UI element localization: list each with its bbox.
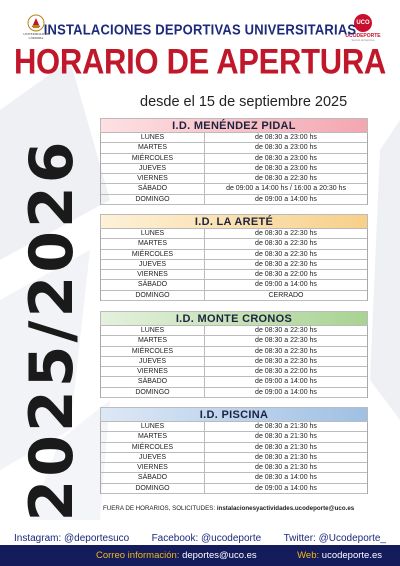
hours-cell: de 08:30 a 22:30 hs	[255, 260, 317, 268]
table-row	[101, 154, 367, 164]
day-cell: JUEVES	[101, 260, 205, 269]
table-row	[101, 133, 367, 143]
section-title: I.D. LA ARETÉ	[194, 215, 274, 228]
schedule-section	[100, 311, 368, 398]
hours-cell: de 08:30 a 22:30 hs	[255, 357, 317, 365]
table-row	[101, 347, 367, 357]
day-cell: JUEVES	[101, 164, 205, 173]
university-caption: UNIVERSIDAD DE CÓRDOBA	[23, 32, 49, 40]
hours-cell: de 09:00 a 14:00 hs	[255, 378, 317, 386]
hours-cell: de 09:00 a 14:00 hs	[255, 281, 317, 289]
hours-cell: de 09:00 a 14:00 hs / 16:00 a 20:30 hs	[226, 185, 346, 193]
day-cell: LUNES	[101, 326, 205, 335]
day-cell: LUNES	[101, 133, 205, 142]
ucodeporte-wordmark: UCODEPORTE	[345, 33, 381, 39]
table-row	[101, 326, 367, 336]
day-cell: JUEVES	[101, 357, 205, 366]
table-row	[101, 484, 367, 494]
table-row	[101, 280, 367, 290]
day-cell: SÁBADO	[101, 377, 205, 386]
uco-badge: UCO	[354, 14, 372, 32]
table-row	[101, 336, 367, 346]
day-cell: VIERNES	[101, 174, 205, 183]
mail-link[interactable]: deportes@uco.es	[182, 550, 257, 561]
hours-cell: de 08:30 a 21:30 hs	[255, 433, 317, 441]
day-cell: MARTES	[101, 336, 205, 345]
hours-cell: de 09:00 a 14:00 hs	[255, 484, 317, 492]
section-header	[100, 118, 368, 133]
section-title: I.D. PISCINA	[199, 408, 269, 421]
mail-info	[96, 550, 257, 561]
day-cell: MIÉRCOLES	[101, 347, 205, 356]
instagram-link[interactable]: Instagram: @deportesuco	[14, 532, 130, 544]
schedule-table	[100, 422, 368, 494]
day-cell: MARTES	[101, 432, 205, 441]
schedule-section	[100, 214, 368, 301]
day-cell: DOMINGO	[101, 484, 205, 493]
twitter-link[interactable]: Twitter: @Ucodeporte_	[283, 532, 386, 544]
table-row	[101, 422, 367, 432]
day-cell: MARTES	[101, 143, 205, 152]
table-row	[101, 367, 367, 377]
day-cell: SÁBADO	[101, 280, 205, 289]
contact-bar	[0, 545, 400, 566]
table-row	[101, 239, 367, 249]
hours-cell: de 08:30 a 22:30 hs	[255, 230, 317, 237]
web-info	[297, 550, 382, 561]
hours-cell: de 08:30 a 22:30 hs	[255, 337, 317, 345]
schedule-section	[100, 118, 368, 205]
page-title: HORARIO DE APERTURA	[13, 41, 387, 82]
facebook-link[interactable]: Facebook: @ucodeporte	[151, 532, 262, 544]
section-header	[100, 214, 368, 229]
table-row	[101, 184, 367, 194]
hours-cell: de 09:00 a 14:00 hs	[255, 195, 317, 203]
hours-cell: de 08:30 a 23:00 hs	[255, 154, 317, 162]
table-row	[101, 260, 367, 270]
table-row	[101, 377, 367, 387]
hours-cell: de 09:00 a 14:00 hs	[255, 388, 317, 396]
schedule-table	[100, 326, 368, 398]
hours-cell: de 08:30 a 21:30 hs	[255, 464, 317, 472]
schedule-table	[100, 229, 368, 301]
table-row	[101, 453, 367, 463]
day-cell: SÁBADO	[101, 473, 205, 482]
schedule-section	[100, 407, 368, 494]
org-heading: INSTALACIONES DEPORTIVAS UNIVERSITARIAS	[43, 21, 357, 38]
hours-cell: de 08:30 a 14:00 hs	[255, 474, 317, 482]
hours-cell: de 08:30 a 23:00 hs	[255, 134, 317, 141]
day-cell: MIÉRCOLES	[101, 154, 205, 163]
day-cell: MARTES	[101, 239, 205, 248]
table-row	[101, 388, 367, 398]
hours-cell: de 08:30 a 21:30 hs	[255, 423, 317, 430]
hours-cell: de 08:30 a 23:00 hs	[255, 144, 317, 152]
table-row	[101, 229, 367, 239]
hours-cell: de 08:30 a 22:30 hs	[255, 327, 317, 334]
hours-cell: CERRADO	[268, 291, 304, 299]
section-title: I.D. MONTE CRONOS	[175, 312, 293, 325]
web-label: Web:	[297, 550, 320, 561]
after-hours-note	[103, 505, 354, 512]
hours-cell: de 08:30 a 22:30 hs	[255, 175, 317, 183]
day-cell: DOMINGO	[101, 291, 205, 300]
table-row	[101, 174, 367, 184]
day-cell: MIÉRCOLES	[101, 443, 205, 452]
after-hours-email[interactable]: instalacionesyactividades.ucodeporte@uco.es	[216, 505, 355, 512]
hours-cell: de 08:30 a 21:30 hs	[255, 453, 317, 461]
table-row	[101, 291, 367, 301]
day-cell: LUNES	[101, 422, 205, 431]
day-cell: VIERNES	[101, 367, 205, 376]
hours-cell: de 08:30 a 23:00 hs	[255, 164, 317, 172]
day-cell: DOMINGO	[101, 195, 205, 204]
day-cell: DOMINGO	[101, 388, 205, 397]
table-row	[101, 357, 367, 367]
table-row	[101, 473, 367, 483]
web-link[interactable]: ucodeporte.es	[321, 550, 382, 561]
table-row	[101, 143, 367, 153]
ucodeporte-subtitle: Servicio de Deportes	[351, 39, 375, 42]
hours-cell: de 08:30 a 22:30 hs	[255, 240, 317, 248]
table-row	[101, 250, 367, 260]
table-row	[101, 270, 367, 280]
day-cell: VIERNES	[101, 463, 205, 472]
page-subtitle: desde el 15 de septiembre 2025	[140, 94, 348, 110]
table-row	[101, 195, 367, 205]
hours-cell: de 08:30 a 22:00 hs	[255, 271, 317, 279]
section-header	[100, 311, 368, 326]
hours-cell: de 08:30 a 22:30 hs	[255, 250, 317, 258]
schedule-table	[100, 133, 368, 205]
day-cell: SÁBADO	[101, 184, 205, 193]
hours-cell: de 08:30 a 22:30 hs	[255, 347, 317, 355]
section-header	[100, 407, 368, 422]
hours-cell: de 08:30 a 22:00 hs	[255, 368, 317, 376]
mail-label: Correo información:	[96, 550, 180, 561]
table-row	[101, 164, 367, 174]
day-cell: MIÉRCOLES	[101, 250, 205, 259]
day-cell: VIERNES	[101, 270, 205, 279]
after-hours-label: FUERA DE HORARIOS, SOLICITUDES:	[103, 505, 216, 512]
table-row	[101, 443, 367, 453]
table-row	[101, 463, 367, 473]
day-cell: LUNES	[101, 229, 205, 238]
day-cell: JUEVES	[101, 453, 205, 462]
hours-cell: de 08:30 a 21:30 hs	[255, 443, 317, 451]
section-title: I.D. MENÉNDEZ PIDAL	[172, 119, 296, 132]
table-row	[101, 432, 367, 442]
season-year: 2025/2026	[17, 138, 87, 522]
